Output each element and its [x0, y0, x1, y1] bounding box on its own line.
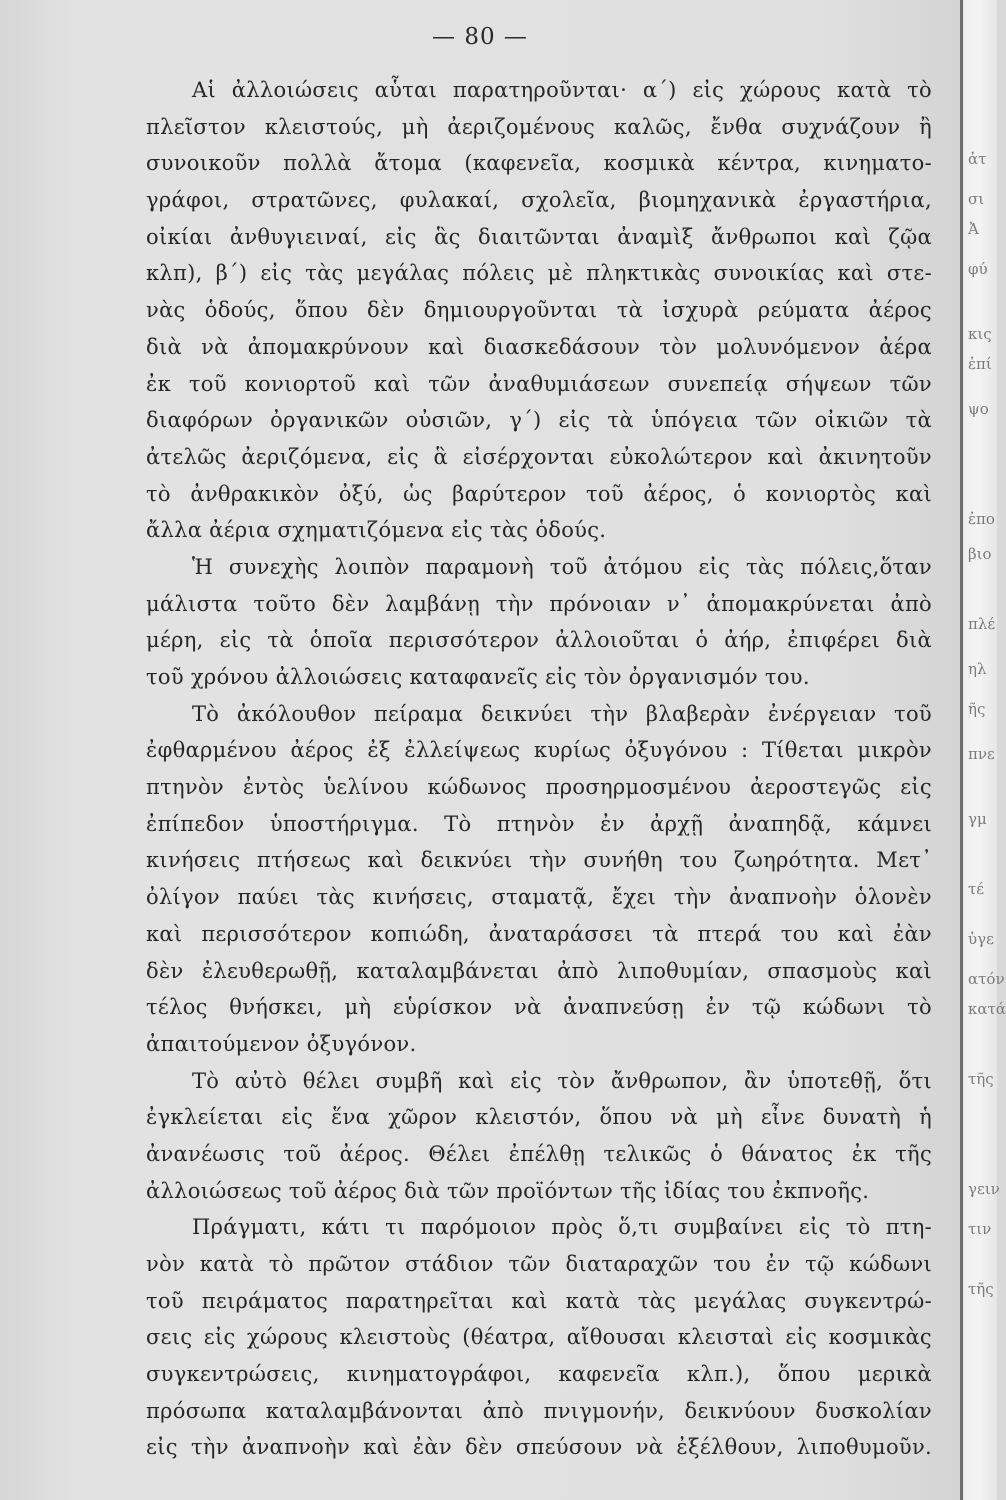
text-line: Τὸ αὐτὸ θέλει συμβῆ καὶ εἰς τὸν ἄνθρωπον, ἂν ὑποτεθῇ, ὅτι [192, 1068, 932, 1093]
margin-fragment: σι [968, 190, 985, 208]
margin-fragment: ἐπί [968, 355, 992, 373]
margin-fragment: ὑγε [968, 930, 994, 948]
body-text [146, 72, 932, 1466]
text-line: ἐγκλείεται εἰς ἕνα χῶρον κλειστόν, ὅπου νὰ μὴ εἶνε δυνατὴ ἡ [146, 1105, 932, 1130]
text-line: Πράγματι, κάτι τι παρόμοιον πρὸς ὅ,τι συμβαίνει εἰς τὸ πτη- [192, 1215, 932, 1240]
margin-fragment: Ἀ [968, 220, 979, 238]
margin-fragment: τῆς [968, 1280, 994, 1298]
margin-fragment: φύ [968, 260, 988, 278]
text-line: διαφόρων ὀργανικῶν οὐσιῶν, γ΄) εἰς τὰ ὑπόγεια τῶν οἰκιῶν τὰ [146, 408, 932, 433]
text-line: ἄλλα ἀέρια σχηματιζόμενα εἰς τὰς ὁδούς. [146, 518, 607, 543]
text-line: σεις εἰς χώρους κλειστοὺς (θέατρα, αἴθουσαι κλεισταὶ εἰς κοσμικὰς [146, 1325, 932, 1350]
text-line: νὰς ὁδούς, ὅπου δὲν δημιουργοῦνται τὰ ἰσχυρὰ ρεύματα ἀέρος [146, 298, 932, 323]
text-line: πλεῖστον κλειστούς, μὴ ἀεριζομένους καλῶς, ἔνθα συχνάζουν ἢ [146, 114, 932, 139]
text-line: νὸν κατὰ τὸ πρῶτον στάδιον τῶν διαταραχῶν του ἐν τῷ κώδωνι [146, 1252, 932, 1276]
text-line: τὸ ἀνθρακικὸν ὀξύ, ὡς βαρύτερον τοῦ ἀέρος, ὁ κονιορτὸς καὶ [146, 481, 932, 506]
text-line: ὀλίγον παύει τὰς κινήσεις, σταματᾷ, ἔχει τὴν ἀναπνοὴν ὁλονὲν [146, 885, 932, 910]
text-line: ἀπαιτούμενον ὀξυγόνον. [146, 1031, 417, 1056]
text-line: τοῦ χρόνου ἀλλοιώσεις καταφανεῖς εἰς τὸν ὀργανισμόν του. [146, 665, 810, 689]
text-line: ἐκ τοῦ κονιορτοῦ καὶ τῶν ἀναθυμιάσεων συνεπείᾳ σήψεων τῶν [146, 371, 932, 396]
margin-fragment: κατά [968, 1000, 1006, 1018]
text-line: ἀτελῶς ἀεριζόμενα, εἰς ἃ εἰσέρχονται εὐκολώτερον καὶ ἀκινητοῦν [146, 444, 932, 469]
text-line: μάλιστα τοῦτο δὲν λαμβάνῃ τὴν πρόνοιαν ν᾽ ἀπομακρύνεται ἀπὸ [146, 591, 932, 616]
margin-fragment: γμ [968, 810, 987, 828]
margin-fragment: πνε [968, 745, 995, 763]
margin-fragment: πλέ [968, 615, 996, 633]
margin-fragment: ατόν [968, 970, 1005, 988]
margin-fragment: τέ [968, 880, 985, 898]
text-line: Αἱ ἀλλοιώσεις αὗται παρατηροῦνται· α΄) εἰς χώρους κατὰ τὸ [192, 78, 932, 102]
text-line: ἐπίπεδον ὑποστήριγμα. Τὸ πτηνὸν ἐν ἀρχῇ ἀναπηδᾷ, κάμνει [146, 811, 932, 836]
text-line: ἐφθαρμένου ἀέρος ἐξ ἐλλείψεως κυρίως ὀξυγόνου : Τίθεται μικρὸν [146, 738, 932, 763]
text-line: καὶ περισσότερον κοπιώδη, ἀναταράσσει τὰ πτερά του καὶ ἐὰν [146, 921, 932, 946]
margin-fragment: ἀτ [968, 150, 987, 168]
text-line: μέρη, εἰς τὰ ὁποῖα περισσότερον ἀλλοιοῦται ὁ ἀήρ, ἐπιφέρει διὰ [146, 628, 932, 653]
binding-shadow [960, 0, 963, 1500]
text-line: ἀνανέωσις τοῦ ἀέρος. Θέλει ἐπέλθῃ τελικῶς ὁ θάνατος ἐκ τῆς [146, 1141, 932, 1166]
margin-fragment: κις [968, 325, 992, 343]
margin-fragment: ηλ [968, 660, 987, 678]
margin-fragment: ἐπο [968, 510, 995, 528]
text-line: διὰ νὰ ἀπομακρύνουν καὶ διασκεδάσουν τὸν μολυνόμενον ἀέρα [146, 334, 932, 359]
page-number: — 80 — [432, 24, 528, 50]
margin-fragment: τιν [968, 1220, 992, 1238]
text-line: οἰκίαι ἀνθυγιειναί, εἰς ἃς διαιτῶνται ἀναμὶξ ἄνθρωποι καὶ ζῷα [146, 224, 932, 249]
text-line: εἰς τὴν ἀναπνοὴν καὶ ἐὰν δὲν σπεύσουν νὰ ἐξέλθουν, λιποθυμοῦν. [146, 1435, 932, 1460]
margin-fragment: ῆς [968, 700, 986, 718]
text-line: τέλος θνήσκει, μὴ εὑρίσκον νὰ ἀναπνεύσῃ ἐν τῷ κώδωνι τὸ [146, 995, 932, 1020]
text-line: κλπ), β΄) εἰς τὰς μεγάλας πόλεις μὲ πληκτικὰς συνοικίας καὶ στε- [146, 261, 932, 286]
text-line: Ἡ συνεχὴς λοιπὸν παραμονὴ τοῦ ἀτόμου εἰς τὰς πόλεις,ὅταν [192, 554, 932, 579]
text-line: γράφοι, στρατῶνες, φυλακαί, σχολεῖα, βιομηχανικὰ ἐργαστήρια, [146, 188, 932, 213]
text-line: Τὸ ἀκόλουθον πείραμα δεικνύει τὴν βλαβερὰν ἐνέργειαν τοῦ [192, 701, 932, 726]
margin-fragment: γειν [968, 1180, 1000, 1198]
text-line: συνοικοῦν πολλὰ ἄτομα (καφενεῖα, κοσμικὰ κέντρα, κινηματο- [146, 151, 932, 176]
text-line: δὲν ἐλευθερωθῇ, καταλαμβάνεται ἀπὸ λιποθυμίαν, σπασμοὺς καὶ [146, 958, 932, 983]
text-line: κινήσεις πτήσεως καὶ δεικνύει τὴν συνήθη του ζωηρότητα. Μετ᾽ [146, 848, 932, 873]
text-line: πτηνὸν ἐντὸς ὑελίνου κώδωνος προσηρμοσμένου ἀεροστεγῶς εἰς [146, 775, 932, 800]
text-line: συγκεντρώσεις, κινηματογράφοι, καφενεῖα κλπ.), ὅπου μερικὰ [146, 1362, 932, 1387]
margin-fragment: ψο [968, 400, 989, 418]
margin-fragment: τῆς [968, 1070, 994, 1088]
margin-fragment: βιο [968, 545, 992, 563]
text-line: ἀλλοιώσεως τοῦ ἀέρος διὰ τῶν προϊόντων τῆς ἰδίας του ἐκπνοῆς. [146, 1178, 870, 1203]
text-line: τοῦ πειράματος παρατηρεῖται καὶ κατὰ τὰς μεγάλας συγκεντρώ- [146, 1288, 932, 1313]
text-line: πρόσωπα καταλαμβάνονται ἀπὸ πνιγμονήν, δεικνύουν δυσκολίαν [146, 1398, 932, 1423]
